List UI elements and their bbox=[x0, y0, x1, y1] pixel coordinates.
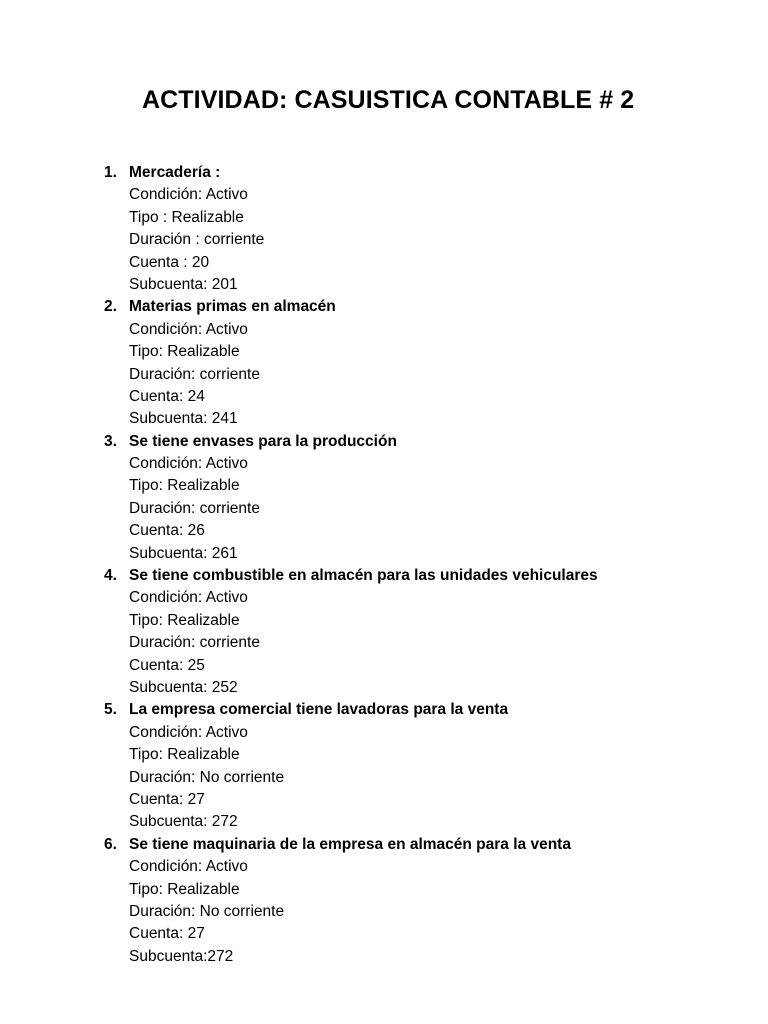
list-item bbox=[0, 431, 768, 565]
numbered-list bbox=[0, 162, 768, 968]
item-number: 2. bbox=[104, 298, 117, 316]
item-number: 5. bbox=[104, 701, 117, 719]
item-heading: Materias primas en almacén bbox=[129, 298, 336, 316]
subaccount-text: Subcuenta: 272 bbox=[129, 813, 238, 831]
item-detail-line bbox=[0, 408, 768, 430]
item-detail-line bbox=[0, 229, 768, 251]
item-detail-line bbox=[0, 923, 768, 945]
item-heading-line bbox=[0, 431, 768, 453]
list-item bbox=[0, 565, 768, 699]
item-detail-line bbox=[0, 856, 768, 878]
item-detail-line bbox=[0, 901, 768, 923]
item-detail-line bbox=[0, 274, 768, 296]
item-number: 4. bbox=[104, 567, 117, 585]
duration-text: Duración : corriente bbox=[129, 231, 265, 249]
item-number: 3. bbox=[104, 432, 117, 450]
item-detail-line bbox=[0, 364, 768, 386]
item-heading: Se tiene combustible en almacén para las unidades vehiculares bbox=[129, 567, 598, 585]
subaccount-text: Subcuenta: 201 bbox=[129, 275, 238, 293]
item-detail-line bbox=[0, 319, 768, 341]
duration-text: Duración: corriente bbox=[129, 634, 260, 652]
item-detail-line bbox=[0, 341, 768, 363]
item-heading: Se tiene maquinaria de la empresa en almacén para la venta bbox=[129, 835, 571, 853]
account-text: Cuenta: 26 bbox=[129, 522, 205, 540]
item-detail-line bbox=[0, 632, 768, 654]
duration-text: Duración: No corriente bbox=[129, 902, 285, 920]
type-text: Tipo: Realizable bbox=[129, 343, 240, 361]
account-text: Cuenta: 25 bbox=[129, 656, 205, 674]
item-detail-line bbox=[0, 543, 768, 565]
list-item bbox=[0, 296, 768, 430]
item-detail-line bbox=[0, 453, 768, 475]
condition-text: Condición: Activo bbox=[129, 320, 248, 338]
item-detail-line bbox=[0, 184, 768, 206]
duration-text: Duración: corriente bbox=[129, 499, 260, 517]
item-detail-line bbox=[0, 879, 768, 901]
duration-text: Duración: corriente bbox=[129, 365, 260, 383]
list-item bbox=[0, 834, 768, 968]
item-detail-line bbox=[0, 946, 768, 968]
subaccount-text: Subcuenta: 241 bbox=[129, 410, 238, 428]
subaccount-text: Subcuenta:272 bbox=[129, 947, 234, 965]
item-detail-line bbox=[0, 252, 768, 274]
type-text: Tipo : Realizable bbox=[129, 208, 244, 226]
item-heading-line bbox=[0, 834, 768, 856]
item-detail-line bbox=[0, 498, 768, 520]
item-heading-line bbox=[0, 162, 768, 184]
item-heading-line bbox=[0, 699, 768, 721]
list-item bbox=[0, 699, 768, 833]
type-text: Tipo: Realizable bbox=[129, 746, 240, 764]
list-item bbox=[0, 162, 768, 296]
item-detail-line bbox=[0, 811, 768, 833]
item-detail-line bbox=[0, 610, 768, 632]
type-text: Tipo: Realizable bbox=[129, 477, 240, 495]
duration-text: Duración: No corriente bbox=[129, 768, 285, 786]
item-detail-line bbox=[0, 655, 768, 677]
condition-text: Condición: Activo bbox=[129, 186, 248, 204]
item-detail-line bbox=[0, 520, 768, 542]
type-text: Tipo: Realizable bbox=[129, 611, 240, 629]
item-heading: Mercadería : bbox=[129, 164, 221, 181]
item-detail-line bbox=[0, 789, 768, 811]
account-text: Cuenta: 27 bbox=[129, 925, 205, 943]
item-heading: Se tiene envases para la producción bbox=[129, 432, 397, 450]
item-number: 6. bbox=[104, 835, 117, 853]
item-heading: La empresa comercial tiene lavadoras para la venta bbox=[129, 701, 509, 719]
subaccount-text: Subcuenta: 261 bbox=[129, 544, 238, 562]
item-detail-line bbox=[0, 475, 768, 497]
condition-text: Condición: Activo bbox=[129, 589, 248, 607]
item-heading-line bbox=[0, 565, 768, 587]
item-heading-line bbox=[0, 296, 768, 318]
item-detail-line bbox=[0, 587, 768, 609]
account-text: Cuenta : 20 bbox=[129, 253, 210, 271]
item-detail-line bbox=[0, 767, 768, 789]
account-text: Cuenta: 24 bbox=[129, 387, 205, 405]
item-detail-line bbox=[0, 207, 768, 229]
type-text: Tipo: Realizable bbox=[129, 880, 240, 898]
item-detail-line bbox=[0, 744, 768, 766]
page-title: ACTIVIDAD: CASUISTICA CONTABLE # 2 bbox=[142, 86, 635, 114]
condition-text: Condición: Activo bbox=[129, 858, 248, 876]
account-text: Cuenta: 27 bbox=[129, 790, 205, 808]
item-number: 1. bbox=[104, 164, 117, 181]
item-detail-line bbox=[0, 677, 768, 699]
condition-text: Condición: Activo bbox=[129, 723, 248, 741]
item-detail-line bbox=[0, 386, 768, 408]
condition-text: Condición: Activo bbox=[129, 455, 248, 473]
subaccount-text: Subcuenta: 252 bbox=[129, 678, 238, 696]
item-detail-line bbox=[0, 722, 768, 744]
